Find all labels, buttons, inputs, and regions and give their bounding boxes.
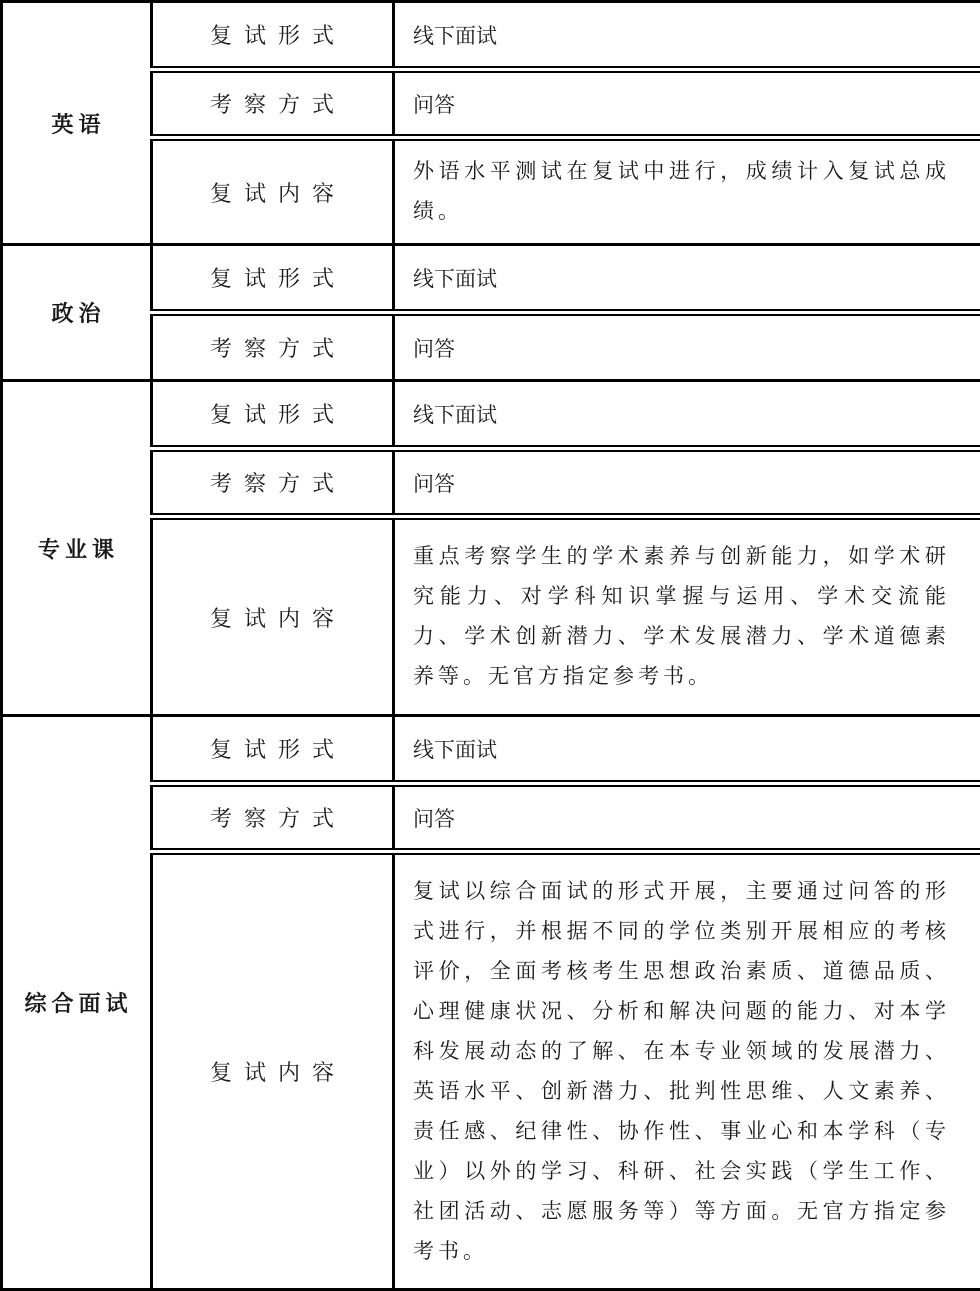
field-value-cell: 复试以综合面试的形式开展，主要通过问答的形式进行，并根据不同的学位类别开展相应的考核评价，全面考核考生思想政治素质、道德品质、心理健康状况、分析和解决问题的能力、对本学科发展动态的了解、在本专业领域的发展潜力、英语水平、创新潜力、批判性思维、人文素养、责任感、纪律性、协作性、事业心和本学科（专业）以外的学习、科研、社会实践（学生工作、社团活动、志愿服务等）等方面。无官方指定参考书。 xyxy=(394,852,980,1290)
field-value-cell: 线下面试 xyxy=(394,245,980,313)
field-value-cell: 线下面试 xyxy=(394,381,980,449)
table-row xyxy=(2,716,980,784)
field-value-cell: 问答 xyxy=(394,313,980,381)
field-label-cell: 复试形式 xyxy=(152,716,394,784)
field-label-cell: 考察方式 xyxy=(152,70,394,138)
field-value-cell: 线下面试 xyxy=(394,2,980,70)
field-value-cell: 问答 xyxy=(394,449,980,517)
field-label-cell: 复试内容 xyxy=(152,517,394,716)
field-label-cell: 复试形式 xyxy=(152,245,394,313)
field-value-cell: 外语水平测试在复试中进行，成绩计入复试总成绩。 xyxy=(394,138,980,245)
subject-cell: 综合面试 xyxy=(2,716,152,1290)
field-label-cell: 复试形式 xyxy=(152,2,394,70)
field-label-cell: 考察方式 xyxy=(152,449,394,517)
field-label-cell: 复试形式 xyxy=(152,381,394,449)
subject-cell: 政治 xyxy=(2,245,152,381)
field-label-cell: 考察方式 xyxy=(152,784,394,852)
section-english xyxy=(2,2,980,245)
subject-cell: 专业课 xyxy=(2,381,152,716)
field-label-cell: 复试内容 xyxy=(152,138,394,245)
field-value-cell: 重点考察学生的学术素养与创新能力，如学术研究能力、对学科知识掌握与运用、学术交流能力、学术创新潜力、学术发展潜力、学术道德素养等。无官方指定参考书。 xyxy=(394,517,980,716)
field-label-cell: 复试内容 xyxy=(152,852,394,1290)
table-row xyxy=(2,2,980,70)
table-row xyxy=(2,381,980,449)
field-value-cell: 线下面试 xyxy=(394,716,980,784)
section-politics xyxy=(2,245,980,381)
section-comprehensive-interview xyxy=(2,716,980,1290)
field-label-cell: 考察方式 xyxy=(152,313,394,381)
table-row xyxy=(2,245,980,313)
field-value-cell: 问答 xyxy=(394,70,980,138)
section-major-course xyxy=(2,381,980,716)
field-value-cell: 问答 xyxy=(394,784,980,852)
subject-cell: 英语 xyxy=(2,2,152,245)
